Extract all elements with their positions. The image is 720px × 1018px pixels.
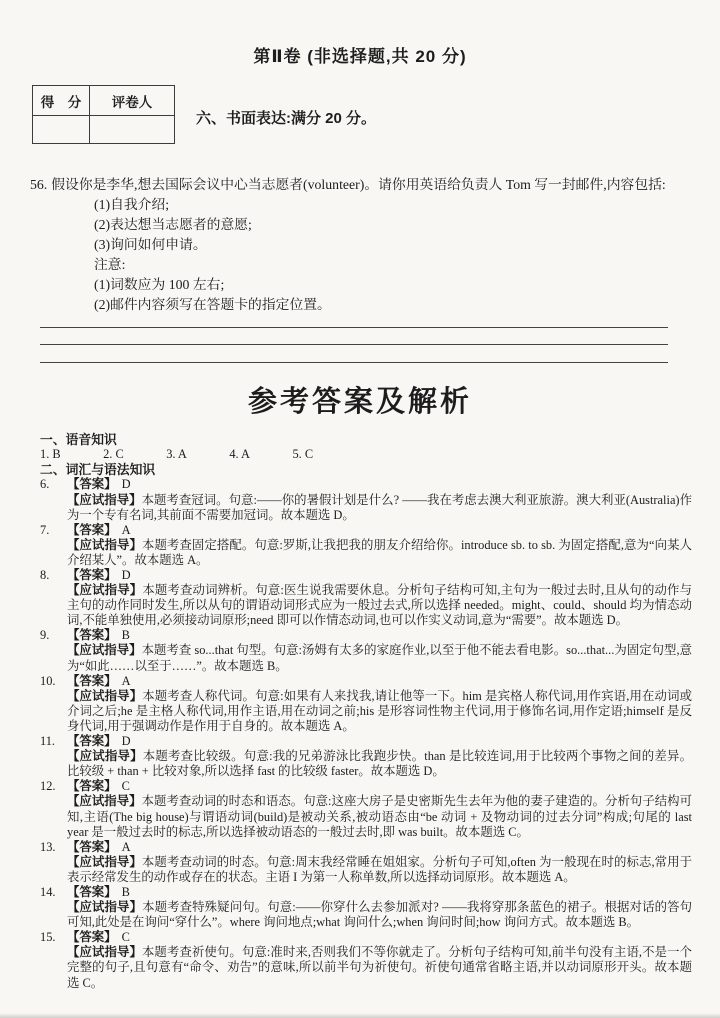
question-point: (1)自我介绍;: [94, 197, 170, 212]
score-table-cell-grader: 评卷人: [90, 86, 175, 116]
answer-line: [67, 568, 692, 583]
explanation: [67, 493, 692, 523]
answer-key-title: 参考答案及解析: [247, 386, 472, 419]
explanation: [67, 749, 692, 779]
guide-label: 【应试指导】: [67, 945, 142, 960]
answer-letter: A: [121, 839, 131, 854]
answer-item-number: 6.: [40, 477, 50, 492]
answer-label: 【答案】: [67, 477, 117, 492]
explanation-text: 本题考查动词的时态和语态。句意:这座大房子是史密斯先生去年为他的妻子建造的。分析句子结构可知,主语(The big house)与谓语动词(build)是被动关系,被动语态由“be 动词 + 及物动词的过去分词”构成;句尾的 last year 是一般过去时的标志,所以选择被动语态的一般过去时,即 was built。故本题选 C。: [67, 794, 692, 839]
answer-label: 【答案】: [67, 884, 117, 899]
answer-letter: C: [121, 779, 130, 794]
writing-line: [40, 344, 668, 345]
answer-letter: B: [121, 628, 130, 643]
answer-writing-lines: [40, 327, 668, 363]
answer-letter: D: [121, 568, 131, 583]
answer-label: 【答案】: [67, 779, 117, 794]
guide-label: 【应试指导】: [67, 794, 142, 809]
explanation: [67, 945, 692, 990]
question-note: (1)词数应为 100 左右;: [94, 277, 225, 292]
answer-letter: A: [121, 673, 131, 688]
section-two-heading: 二、词汇与语法知识: [40, 462, 156, 478]
answer-item: [40, 734, 692, 779]
answer-line: [67, 628, 692, 643]
explanation-text: 本题考查冠词。句意:——你的暑假计划是什么? ——我在考虑去澳大利亚旅游。澳大利亚(Australia)作为一个专有名词,其前面不需要加冠词。故本题选 D。: [67, 492, 692, 522]
score-table-blank-grader: [90, 116, 175, 144]
answer-line: [67, 840, 692, 855]
answer-label: 【答案】: [67, 839, 117, 854]
explanation: [67, 855, 692, 885]
guide-label: 【应试指导】: [67, 583, 143, 598]
answer-letter: D: [121, 734, 131, 749]
explanation-text: 本题考查人称代词。句意:如果有人来找我,请让他等一下。him 是宾格人称代词,用作宾语,用在动词或介词之后;he 是主格人称代词,用作主语,用在动词之前;his 是形容词性物主代词,用于修饰名词,用作定语;himself 是反身代词,用于强调动作是作用于自身的。故本题选 A。: [67, 688, 693, 733]
writing-line: [40, 362, 668, 363]
answer-letter: D: [121, 477, 131, 492]
scan-artifact-bottom-edge: [0, 1013, 720, 1018]
explanation-text: 本题考查 so...that 句型。句意:汤姆有太多的家庭作业,以至于他不能去看电影。so...that...为固定句型,意为“如此……以至于……”。故本题选 B。: [67, 643, 693, 673]
answer-letter: A: [121, 522, 131, 537]
explanation-text: 本题考查动词的时态。句意:周末我经常睡在姐姐家。分析句子可知,often 为一般现在时的标志,常用于表示经常发生的动作或存在的状态。主语 I 为第一人称单数,所以选择动词原形。故本题选 A。: [67, 854, 692, 884]
guide-label: 【应试指导】: [67, 643, 142, 658]
answer-item: [40, 840, 692, 885]
answer-item: [40, 477, 692, 522]
answer-chip: 1. B: [40, 447, 61, 462]
answer-item-number: 14.: [40, 884, 56, 899]
answer-item: [40, 523, 692, 568]
answer-chip: 4. A: [229, 447, 250, 462]
answer-item-number: 11.: [40, 734, 56, 749]
answer-line: [67, 734, 692, 749]
answer-item-number: 10.: [40, 673, 56, 688]
answer-item-number: 9.: [40, 628, 50, 643]
answer-letter: C: [121, 930, 130, 945]
answer-label: 【答案】: [67, 522, 117, 537]
answers-row: [40, 447, 692, 462]
score-table: [32, 85, 175, 144]
question-number: 56.: [30, 177, 48, 192]
answer-item: [40, 674, 692, 734]
explanation: [67, 538, 692, 568]
answer-line: [67, 477, 692, 492]
question-56: [30, 175, 694, 315]
explanation-text: 本题考查特殊疑问句。句意:——你穿什么去参加派对? ——我将穿那条蓝色的裙子。根据对话的答句可知,此处是在询问“穿什么”。where 询问地点;what 询问什么;when 询问时间;how 询问方式。故本题选 B。: [67, 900, 693, 930]
explanation: [67, 643, 692, 673]
explanation-text: 本题考查祈使句。句意:准时来,否则我们不等你就走了。分析句子结构可知,前半句没有主语,不是一个完整的句子,且句意有“命令、劝告”的意味,所以前半句为祈使句。祈使句通常省略主语,并以动词原形开头。故本题选 C。: [67, 945, 692, 990]
explanation-text: 本题考查动词辨析。句意:医生说我需要休息。分析句子结构可知,主句为一般过去时,且从句的动作与主句的动作同时发生,所以从句的谓语动词形式应为一般过去式,所以选择 needed。might、could、should 均为情态动词,不能单独使用,必须接动词原形;need 即可以作情态动词,也可以作实义动词,意为“需要”。故本题选 D。: [67, 583, 692, 628]
answer-item: [40, 568, 692, 628]
answer-key-body: [40, 432, 692, 990]
score-area: [0, 85, 720, 163]
explanation: [67, 689, 692, 734]
answer-item-number: 7.: [40, 522, 50, 537]
answer-line: [67, 885, 692, 900]
guide-label: 【应试指导】: [67, 749, 143, 764]
answer-chip: 2. C: [103, 447, 124, 462]
section-six-heading: 六、书面表达:满分 20 分。: [196, 110, 377, 127]
score-table-cell-score: 得 分: [33, 86, 90, 116]
answer-label: 【答案】: [67, 930, 117, 945]
explanation: [67, 583, 692, 628]
answer-line: [67, 779, 692, 794]
score-table-blank-score: [33, 116, 90, 144]
answer-item: [40, 930, 692, 990]
answer-letter: B: [121, 884, 130, 899]
answer-item-number: 12.: [40, 779, 56, 794]
question-stem-text: 假设你是李华,想去国际会议中心当志愿者(volunteer)。请你用英语给负责人 Tom 写一封邮件,内容包括:: [51, 177, 666, 192]
explanation: [67, 794, 692, 839]
section-one-heading: 一、语音知识: [40, 432, 117, 448]
answer-item: [40, 628, 692, 673]
question-point: (3)询问如何申请。: [94, 237, 207, 252]
question-note: (2)邮件内容须写在答题卡的指定位置。: [94, 297, 331, 312]
answer-line: [67, 523, 692, 538]
question-point: (2)表达想当志愿者的意愿;: [94, 217, 252, 232]
answer-line: [67, 930, 692, 945]
answer-item-number: 8.: [40, 568, 50, 583]
part-title: 第Ⅱ卷 (非选择题,共 20 分): [253, 47, 467, 66]
explanation-text: 本题考查比较级。句意:我的兄弟游泳比我跑步快。than 是比较连词,用于比较两个事物之间的差异。比较级 + than + 比较对象,所以选择 fast 的比较级 faster。故本题选 D。: [67, 749, 692, 779]
answer-item-number: 15.: [40, 930, 56, 945]
guide-label: 【应试指导】: [67, 900, 143, 915]
answer-label: 【答案】: [67, 568, 117, 583]
answer-chip: 3. A: [166, 447, 187, 462]
answer-item-number: 13.: [40, 839, 56, 854]
answer-item: [40, 885, 692, 930]
answer-chip: 5. C: [292, 447, 314, 462]
guide-label: 【应试指导】: [67, 492, 142, 507]
explanation: [67, 900, 692, 930]
answer-label: 【答案】: [67, 734, 117, 749]
question-stem: [30, 175, 694, 195]
guide-label: 【应试指导】: [67, 854, 142, 869]
answer-item: [40, 779, 692, 839]
writing-line: [40, 327, 668, 328]
answer-label: 【答案】: [67, 673, 117, 688]
guide-label: 【应试指导】: [67, 688, 143, 703]
answer-label: 【答案】: [67, 628, 117, 643]
guide-label: 【应试指导】: [67, 537, 142, 552]
question-note-label: 注意:: [94, 257, 126, 272]
answer-line: [67, 674, 692, 689]
explanation-text: 本题考查固定搭配。句意:罗斯,让我把我的朋友介绍给你。introduce sb. to sb. 为固定搭配,意为“向某人介绍某人”。故本题选 A。: [67, 537, 693, 567]
